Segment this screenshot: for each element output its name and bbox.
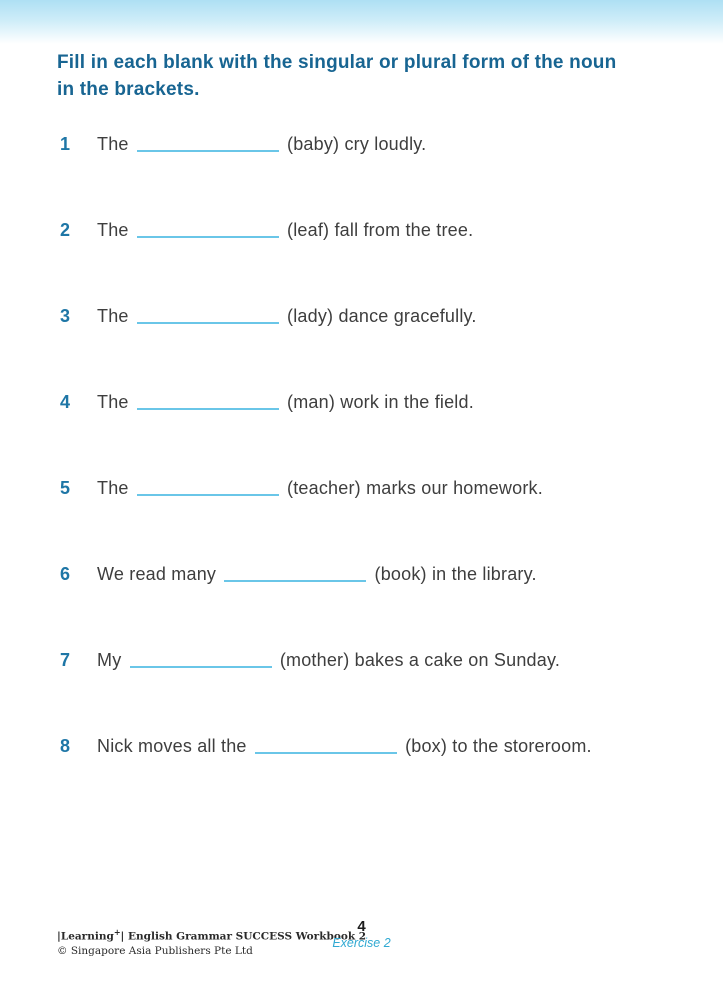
noun-hint: (man) xyxy=(287,392,336,412)
question-number: 1 xyxy=(60,134,71,154)
answer-blank-line xyxy=(130,652,272,668)
question-number: 4 xyxy=(60,392,71,412)
noun-hint: (leaf) xyxy=(287,220,330,240)
question-after-text: fall from the tree. xyxy=(334,220,474,240)
question-before-text: The xyxy=(97,306,129,326)
question-before-text: Nick moves all the xyxy=(97,736,247,756)
question-text xyxy=(97,562,537,586)
answer-blank-line xyxy=(137,480,279,496)
question-after-text: work in the field. xyxy=(340,392,474,412)
question-text xyxy=(97,218,473,242)
answer-blank-line xyxy=(137,308,279,324)
question-row xyxy=(60,218,592,304)
question-number: 2 xyxy=(60,220,71,240)
question-after-text: bakes a cake on Sunday. xyxy=(354,650,561,670)
noun-hint: (lady) xyxy=(287,306,334,326)
question-text xyxy=(97,390,474,414)
answer-blank-line xyxy=(137,222,279,238)
question-after-text: marks our homework. xyxy=(366,478,543,498)
question-text xyxy=(97,648,560,672)
question-after-text: dance gracefully. xyxy=(338,306,477,326)
question-before-text: My xyxy=(97,650,122,670)
question-row xyxy=(60,476,592,562)
question-text xyxy=(97,476,543,500)
answer-blank-line xyxy=(255,738,397,754)
copyright-line: © Singapore Asia Publishers Pte Ltd xyxy=(57,944,253,957)
question-list xyxy=(60,132,592,820)
question-text xyxy=(97,734,592,758)
page-number: 4 xyxy=(357,918,366,935)
question-number: 8 xyxy=(60,736,71,756)
brand-prefix: |Learning xyxy=(57,930,114,943)
question-text xyxy=(97,304,477,328)
question-before-text: The xyxy=(97,134,129,154)
noun-hint: (mother) xyxy=(279,650,350,670)
brand-suffix: | English Grammar SUCCESS Workbook 2 xyxy=(120,930,367,943)
instructions-line: Fill in each blank with the singular or plural form of the noun xyxy=(57,52,617,73)
question-after-text: to the storeroom. xyxy=(452,736,592,756)
question-after-text: in the library. xyxy=(431,564,537,584)
footer-page-block xyxy=(0,918,723,951)
question-row xyxy=(60,390,592,476)
exercise-label: Exercise 2 xyxy=(332,936,391,950)
question-number: 3 xyxy=(60,306,71,326)
question-number: 6 xyxy=(60,564,71,584)
question-number: 5 xyxy=(60,478,71,498)
brand-superscript: + xyxy=(113,927,121,937)
answer-blank-line xyxy=(137,394,279,410)
noun-hint: (baby) xyxy=(287,134,340,154)
noun-hint: (book) xyxy=(374,564,427,584)
noun-hint: (box) xyxy=(405,736,448,756)
question-number: 7 xyxy=(60,650,71,670)
question-row xyxy=(60,734,592,820)
instructions-line: in the brackets. xyxy=(57,79,200,100)
question-text xyxy=(97,132,426,156)
question-before-text: We read many xyxy=(97,564,217,584)
question-before-text: The xyxy=(97,220,129,240)
question-row xyxy=(60,132,592,218)
question-before-text: The xyxy=(97,478,129,498)
answer-blank-line xyxy=(137,136,279,152)
noun-hint: (teacher) xyxy=(287,478,361,498)
question-row xyxy=(60,648,592,734)
exercise-instructions xyxy=(57,49,616,103)
question-row xyxy=(60,562,592,648)
answer-blank-line xyxy=(224,566,366,582)
question-row xyxy=(60,304,592,390)
question-before-text: The xyxy=(97,392,129,412)
question-after-text: cry loudly. xyxy=(344,134,427,154)
page-top-gradient xyxy=(0,0,723,44)
